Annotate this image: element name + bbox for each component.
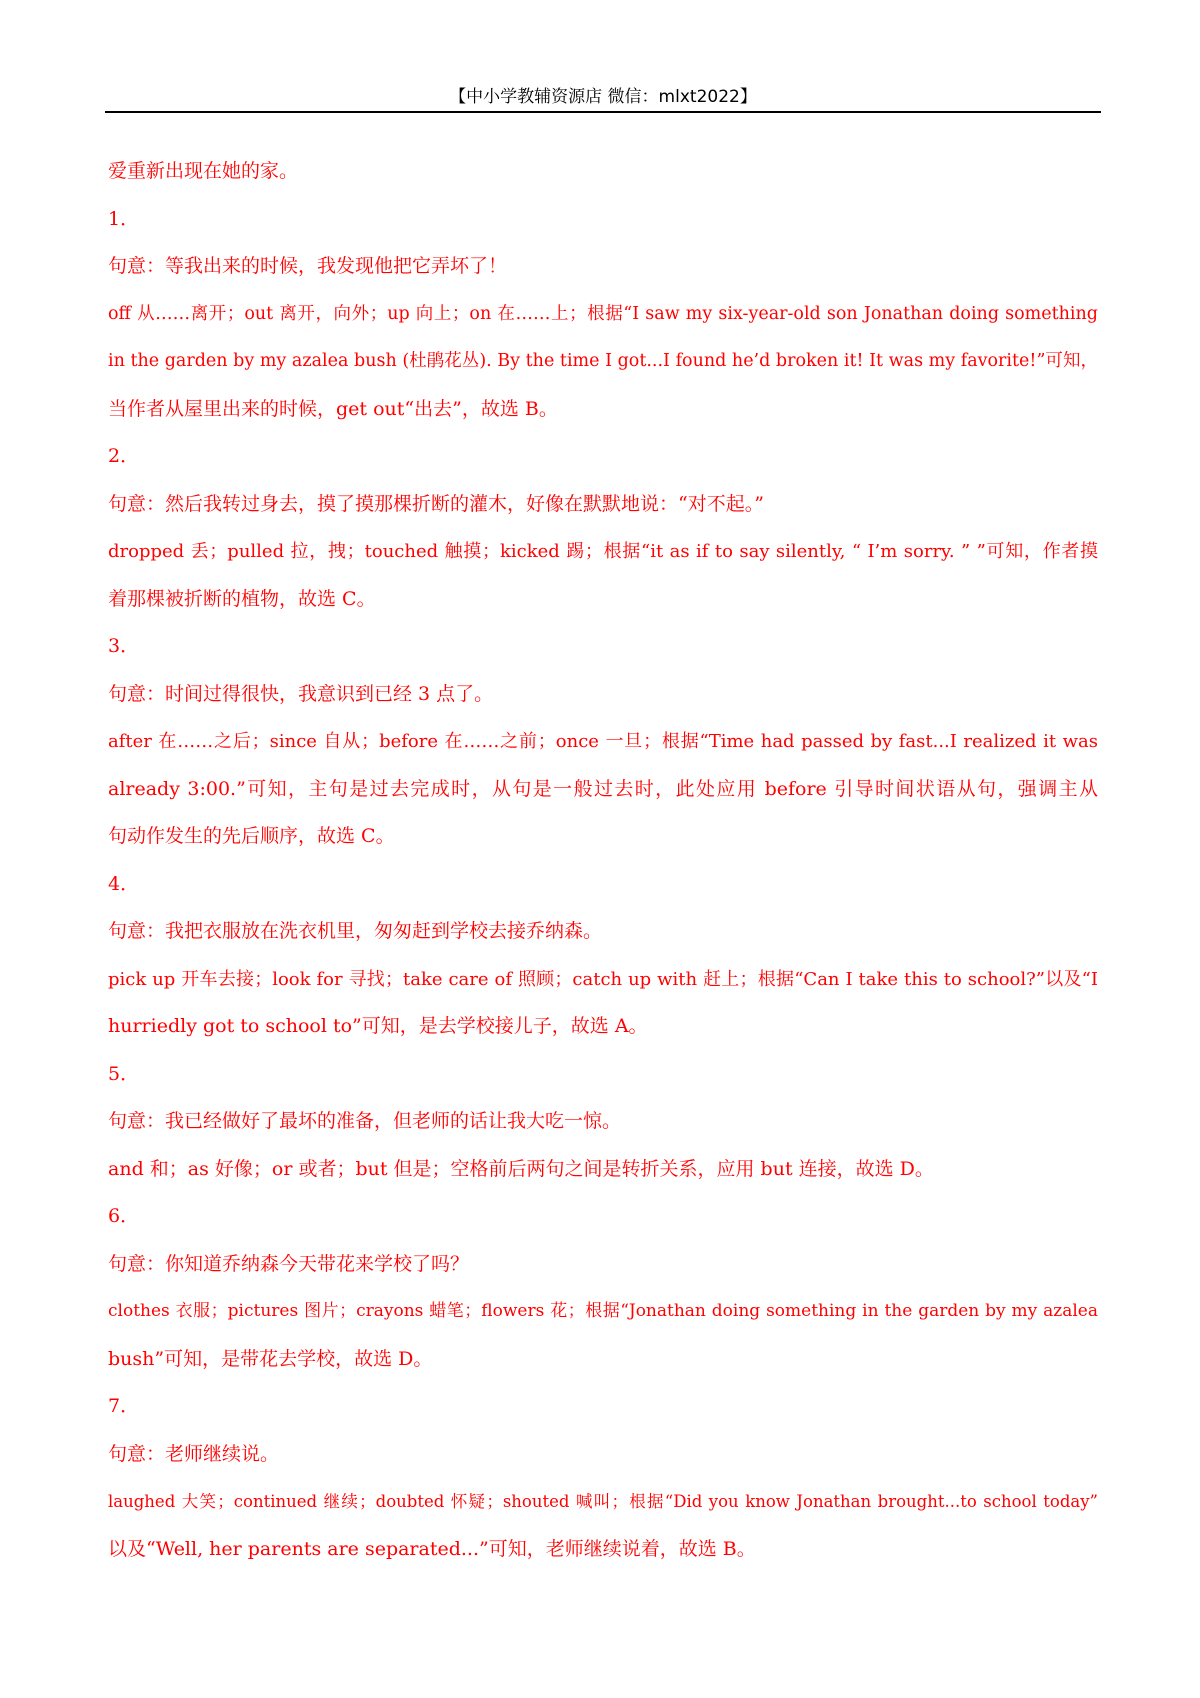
- sentence-meaning: 句意：我已经做好了最坏的准备，但老师的话让我大吃一惊。: [108, 1110, 622, 1132]
- explanation-line: already 3:00.”可知，主句是过去完成时，从句是一般过去时，此处应用 before 引导时间状语从句，强调主从: [108, 777, 1098, 800]
- question-number: 2．: [108, 445, 140, 467]
- question-number: 5．: [108, 1062, 140, 1085]
- explanation-line: 着那棵被折断的植物，故选 C。: [108, 587, 376, 610]
- explanation-line: clothes 衣服；pictures 图片；crayons 蜡笔；flowers 花；根据“Jonathan doing something in the garden by my azalea: [108, 1301, 1098, 1321]
- sentence-meaning: 句意：时间过得很快，我意识到已经 3 点了。: [108, 682, 494, 705]
- sentence-meaning: 句意：然后我转过身去，摸了摸那棵折断的灌木，好像在默默地说：“对不起。”: [108, 492, 764, 515]
- explanation-line: 以及“Well, her parents are separated...”可知，老师继续说着，故选 B。: [108, 1537, 756, 1560]
- explanation-line: bush”可知，是带花去学校，故选 D。: [108, 1347, 433, 1370]
- question-number: 6．: [108, 1205, 140, 1227]
- explanation-line: laughed 大笑；continued 继续；doubted 怀疑；shouted 喊叫；根据“Did you know Jonathan brought...to school today”: [108, 1492, 1098, 1511]
- explanation-line: dropped 丢；pulled 拉，拽；touched 触摸；kicked 踢；根据“it as if to say silently, “ I’m sorry. ” ”可知，作者摸: [108, 541, 1098, 562]
- explanation-line: off 从……离开；out 离开，向外；up 向上；on 在……上；根据“I saw my six-year-old son Jonathan doing something: [108, 303, 1098, 324]
- question-number: 4．: [108, 872, 140, 895]
- text-line: 爱重新出现在她的家。: [108, 160, 299, 182]
- question-number: 1．: [108, 207, 140, 230]
- header-divider: [105, 111, 1101, 113]
- sentence-meaning: 句意：我把衣服放在洗衣机里，匆匆赶到学校去接乔纳森。: [108, 920, 603, 942]
- sentence-meaning: 句意：你知道乔纳森今天带花来学校了吗？: [108, 1252, 470, 1275]
- explanation-line: hurriedly got to school to”可知，是去学校接儿子，故选 A。: [108, 1015, 648, 1037]
- explanation-line: 当作者从屋里出来的时候，get out“出去”，故选 B。: [108, 397, 558, 420]
- explanation-line: 句动作发生的先后顺序，故选 C。: [108, 825, 395, 847]
- explanation-line: after 在……之后；since 自从；before 在……之前；once 一旦；根据“Time had passed by fast...I realized it was: [108, 731, 1098, 752]
- answer-explanation-body: [108, 148, 1098, 1573]
- sentence-meaning: 句意：老师继续说。: [108, 1442, 280, 1465]
- question-number: 3．: [108, 635, 140, 657]
- page-header: 【中小学教辅资源店 微信：mlxt2022】: [449, 87, 757, 107]
- explanation-line: in the garden by my azalea bush (杜鹃花丛). By the time I got...I found he’d broken it! It was my favorite!”可知，: [108, 351, 1098, 371]
- sentence-meaning: 句意：等我出来的时候，我发现他把它弄坏了！: [108, 255, 508, 277]
- explanation-line: and 和；as 好像；or 或者；but 但是；空格前后两句之间是转折关系，应用 but 连接，故选 D。: [108, 1157, 934, 1180]
- question-number: 7．: [108, 1395, 140, 1417]
- explanation-line: pick up 开车去接；look for 寻找；take care of 照顾；catch up with 赶上；根据“Can I take this to school?”以及“I: [108, 968, 1098, 990]
